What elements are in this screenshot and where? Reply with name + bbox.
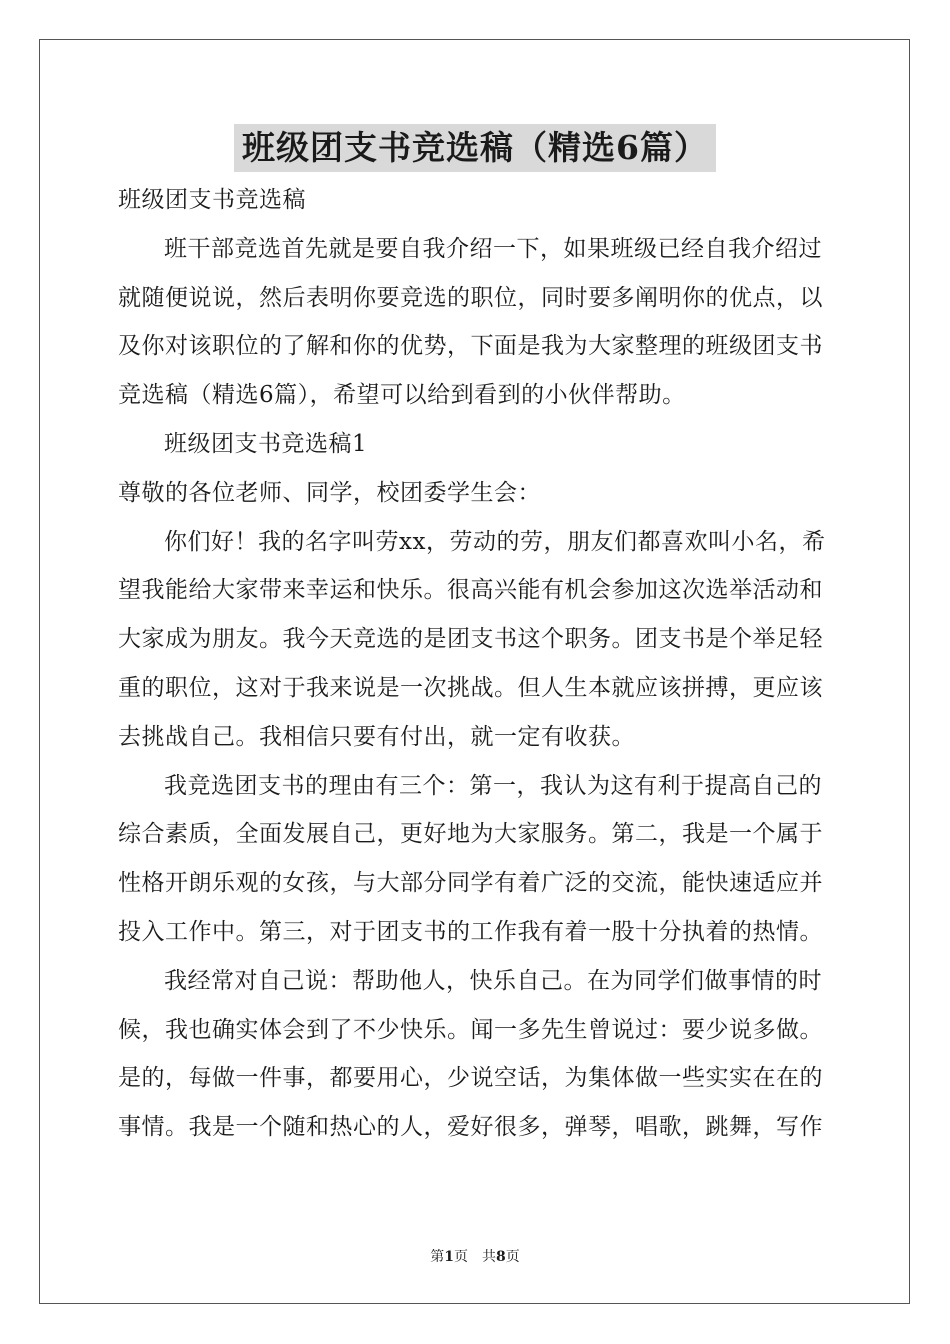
paragraph: 你们好！我的名字叫劳xx，劳动的劳，朋友们都喜欢叫小名，希望我能给大家带来幸运和快乐。很高兴能有机会参加这次选举活动和大家成为朋友。我今天竞选的是团支书这个职务。团支书是个举足轻重的职位，这对于我来说是一次挑战。但人生本就应该拼搏，更应该去挑战自己。我相信只要有付出，就一定有收获。 [118,528,826,750]
page-mid: 页 共 [454,1249,496,1265]
section-heading: 班级团支书竞选稿1 [164,430,368,457]
paragraph: 我经常对自己说：帮助他人，快乐自己。在为同学们做事情的时候，我也确实体会到了不少快乐。闻一多先生曾说过：要少说多做。是的，每做一件事，都要用心，少说空话，为集体做一些实实在在的事情。我是一个随和热心的人，爱好很多，弹琴，唱歌，跳舞，写作 [118,967,823,1141]
page-prefix: 第 [430,1249,445,1265]
page-suffix: 页 [505,1249,520,1265]
document-title: 班级团支书竞选稿（精选6篇） [234,124,716,172]
page-current: 1 [444,1249,454,1265]
page-total: 8 [496,1249,506,1265]
paragraph: 班级团支书竞选稿 [118,187,306,213]
paragraph: 班干部竞选首先就是要自我介绍一下，如果班级已经自我介绍过就随便说说，然后表明你要竞选的职位，同时要多阐明你的优点，以及你对该职位的了解和你的优势，下面是我为大家整理的班级团支书竞选稿（精选6篇），希望可以给到看到的小伙伴帮助。 [118,235,823,409]
title-container [0,124,950,172]
salutation: 尊敬的各位老师、同学，校团委学生会： [118,479,541,506]
document-body [118,176,838,1152]
page-footer [0,1246,950,1266]
paragraph: 我竞选团支书的理由有三个：第一，我认为这有利于提高自己的综合素质，全面发展自己，更好地为大家服务。第二，我是一个属于性格开朗乐观的女孩，与大部分同学有着广泛的交流，能快速适应并投入工作中。第三，对于团支书的工作我有着一股十分执着的热情。 [118,772,823,945]
